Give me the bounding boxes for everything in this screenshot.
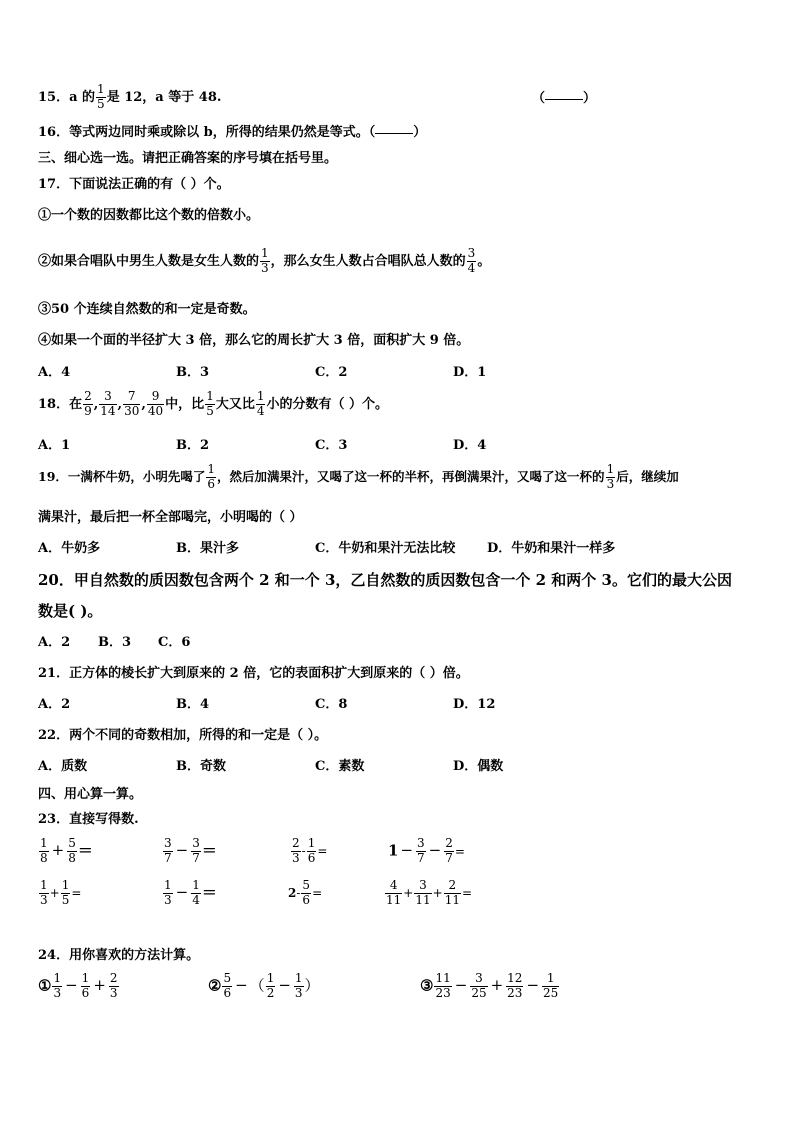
option-b[interactable]: B．2 (176, 438, 210, 453)
statement-3: ③50 个连续自然数的和一定是奇数。 (38, 302, 256, 317)
option-a[interactable]: A．牛奶多 (38, 541, 101, 556)
option-b[interactable]: B．4 (176, 697, 210, 712)
option-a[interactable]: A．1 (38, 438, 71, 453)
fraction: $\frac{7}{30}$ (124, 389, 140, 418)
option-b[interactable]: B．奇数 (176, 759, 226, 774)
question-20: 20．甲自然数的质因数包含两个 2 和一个 3，乙自然数的质因数包含一个 2 和两个 3。它们的最大公因 (38, 571, 732, 589)
fraction: $\frac{1}{3}$ (261, 246, 269, 275)
expression-24-1: ① $\frac{1}{3}$ − $\frac{1}{6}$ + $\frac{2}{3}$ (38, 971, 118, 1000)
option-d[interactable]: D．12 (453, 697, 496, 712)
expression-23-6: $\frac{1}{3}$ − $\frac{1}{4}$ ＝ (164, 878, 217, 907)
question-number: 15． (38, 89, 70, 105)
expression-24-3: ③ $\frac{11}{23}$ − $\frac{3}{25}$ + $\frac{12}{23}$ − $\frac{1}{25}$ (420, 971, 559, 1000)
option-c[interactable]: C．6 (158, 635, 191, 650)
option-d[interactable]: D．1 (453, 365, 487, 380)
question-23: 23．直接写得数. (38, 812, 139, 827)
question-16: 16．等式两边同时乘或除以 b，所得的结果仍然是等式。（ ） (38, 125, 427, 140)
fraction: $\frac{1}{5}$ (97, 82, 105, 111)
expression-23-2: $\frac{3}{7}$ − $\frac{3}{7}$ ＝ (164, 836, 217, 865)
option-d[interactable]: D．偶数 (453, 759, 504, 774)
option-b[interactable]: B．3 (98, 635, 132, 650)
section-heading-4: 四、用心算一算。 (38, 787, 143, 802)
question-20-line2: 数是( )。 (38, 602, 103, 620)
option-c[interactable]: C．牛奶和果汁无法比较 (315, 541, 456, 556)
expression-23-1: $\frac{1}{8}$ + $\frac{5}{8}$ ＝ (40, 836, 93, 865)
expression-23-8: $\frac{4}{11}$ + $\frac{3}{11}$ + $\frac{2}{11}$ = (386, 878, 473, 907)
fraction: $\frac{1}{6}$ (207, 462, 216, 491)
option-a[interactable]: A．2 (38, 697, 71, 712)
question-15 (38, 83, 221, 112)
expression-23-4: 1 − $\frac{3}{7}$ − $\frac{2}{7}$ = (388, 836, 465, 865)
question-19: 19．一满杯牛奶，小明先喝了 $\frac{1}{6}$ ，然后加满果汁，又喝了这一杯的半杯，再倒满果汁，又喝了这一杯的 $\frac{1}{3}$ 后，继续加 (38, 462, 679, 491)
question-21: 21．正方体的棱长扩大到原来的 2 倍，它的表面积扩大到原来的（ ）倍。 (38, 666, 469, 681)
option-b[interactable]: B．3 (176, 365, 210, 380)
question-17: 17．下面说法正确的有（ ）个。 (38, 177, 230, 192)
option-d[interactable]: D．牛奶和果汁一样多 (487, 541, 616, 556)
option-c[interactable]: C．2 (315, 365, 348, 380)
option-d[interactable]: D．4 (453, 438, 487, 453)
option-c[interactable]: C．3 (315, 438, 348, 453)
fraction: $\frac{9}{40}$ (147, 389, 164, 418)
expression-23-3: $\frac{2}{3}$ - $\frac{1}{6}$ = (292, 836, 328, 865)
question-22: 22．两个不同的奇数相加，所得的和一定是（ ）。 (38, 728, 328, 743)
statement-2: ②如果合唱队中男生人数是女生人数的 $\frac{1}{3}$ ，那么女生人数占合唱队总人数的 $\frac{3}{4}$ 。 (38, 246, 491, 275)
option-a[interactable]: A．4 (38, 365, 71, 380)
question-text: 是 12，a 等于 48. (106, 89, 222, 105)
question-24: 24．用你喜欢的方法计算。 (38, 948, 200, 963)
fraction: $\frac{3}{14}$ (100, 389, 116, 418)
statement-4: ④如果一个面的半径扩大 3 倍，那么它的周长扩大 3 倍，面积扩大 9 倍。 (38, 333, 470, 348)
fraction: $\frac{1}{3}$ (606, 462, 615, 491)
option-b[interactable]: B．果汁多 (176, 541, 239, 556)
fraction: $\frac{1}{5}$ (206, 389, 214, 418)
fraction: $\frac{1}{4}$ (256, 389, 265, 418)
option-c[interactable]: C．8 (315, 697, 348, 712)
fraction: $\frac{2}{9}$ (84, 389, 92, 418)
question-text: a 的 (69, 89, 96, 105)
expression-23-7: 2- $\frac{5}{6}$ = (288, 878, 323, 907)
question-19-line2: 满果汁，最后把一杯全部喝完，小明喝的（ ） (38, 510, 303, 525)
statement-1: ①一个数的因数都比这个数的倍数小。 (38, 208, 260, 223)
section-heading-3: 三、细心选一选。请把正确答案的序号填在括号里。 (38, 151, 338, 166)
question-18: 18．在 $\frac{2}{9}$ , $\frac{3}{14}$ , $\frac{7}{30}$ , $\frac{9}{40}$ 中，比 $\frac{1}{5}$ 大又比 $\frac{1}{4}$ 小的分数有（ ）个。 (38, 389, 389, 418)
expression-23-5: $\frac{1}{3}$ + $\frac{1}{5}$ = (40, 878, 82, 907)
option-c[interactable]: C．素数 (315, 759, 365, 774)
expression-24-2: ② $\frac{5}{6}$ − （ $\frac{1}{2}$ − $\frac{1}{3}$ ） (208, 971, 320, 1000)
question-text: 16．等式两边同时乘或除以 b，所得的结果仍然是等式。（ (38, 125, 376, 140)
option-a[interactable]: A．质数 (38, 759, 88, 774)
fraction: $\frac{3}{4}$ (467, 246, 476, 275)
answer-blank-16[interactable] (375, 132, 413, 134)
option-a[interactable]: A．2 (38, 635, 71, 650)
answer-blank-15[interactable]: （ ） (532, 91, 597, 106)
